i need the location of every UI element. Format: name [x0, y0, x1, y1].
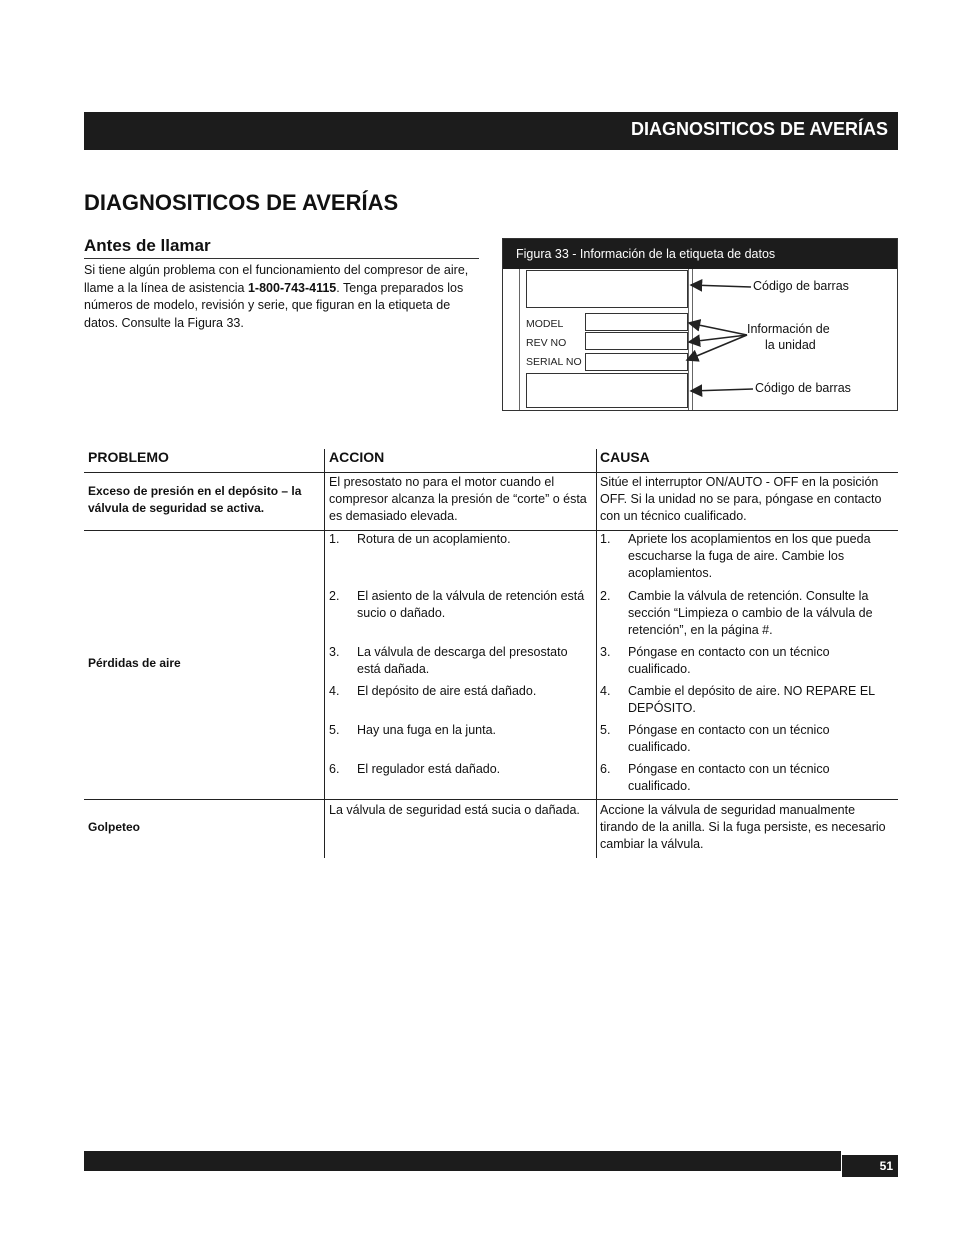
table-row-3-action: La válvula de seguridad está sucia o dañada.: [329, 803, 580, 817]
figure-33: [502, 238, 898, 411]
cause-item-4-text: Cambie el depósito de aire. NO REPARE EL DEPÓSITO.: [628, 684, 875, 715]
action-item-1-num: 1.: [329, 532, 340, 546]
field-label-serial: SERIAL NO: [526, 356, 582, 368]
support-phone: 1-800-743-4115: [247, 280, 337, 295]
arrow-info-model: [689, 323, 747, 335]
callout-barcode-top: Código de barras: [753, 279, 849, 293]
cause-item-3-num: 3.: [600, 645, 611, 659]
page-number-text: 51: [879, 1159, 893, 1173]
column-header-cause: CAUSA: [600, 449, 650, 465]
table-rule-header: [84, 472, 898, 473]
action-item-3-text: La válvula de descarga del presostato está dañada.: [357, 645, 568, 676]
section-rule: [84, 258, 479, 259]
cause-item-2-num: 2.: [600, 589, 611, 603]
action-item-2-text: El asiento de la válvula de retención está sucio o dañado.: [357, 589, 585, 620]
header-title: DIAGNOSITICOS DE AVERÍAS: [630, 119, 888, 139]
callout-barcode-bottom: Código de barras: [755, 381, 851, 395]
cause-item-6-text: Póngase en contacto con un técnico cualificado.: [628, 762, 830, 793]
action-item-2-num: 2.: [329, 589, 340, 603]
intro-text-start: Si tiene algún problema con el funcionamiento del compresor de aire, llame a la línea de asistencia: [84, 263, 469, 295]
page-title: DIAGNOSITICOS DE AVERÍAS: [84, 190, 399, 215]
cause-item-1-num: 1.: [600, 532, 611, 546]
callout-info-line1: Información de: [747, 322, 830, 336]
action-item-1-text: Rotura de un acoplamiento.: [357, 532, 511, 546]
table-row-1-action: El presostato no para el motor cuando el compresor alcanza la presión de “corte” o ésta es demasiado elevada.: [329, 475, 587, 523]
section-title: Antes de llamar: [84, 236, 211, 255]
cause-item-5-num: 5.: [600, 723, 611, 737]
action-item-5-num: 5.: [329, 723, 340, 737]
arrow-barcode-top: [691, 285, 751, 287]
table-rule-row2: [84, 799, 898, 800]
footer-bar: [84, 1151, 841, 1171]
field-label-rev: REV NO: [526, 337, 567, 349]
action-item-4-text: El depósito de aire está dañado.: [357, 684, 537, 698]
callout-info-line2: la unidad: [765, 338, 816, 352]
page-number: [842, 1155, 898, 1177]
action-item-3-num: 3.: [329, 645, 340, 659]
figure-caption-text: Figura 33 - Información de la etiqueta de datos: [516, 247, 776, 261]
field-label-model: MODEL: [526, 318, 564, 330]
action-item-5-text: Hay una fuga en la junta.: [357, 723, 496, 737]
table-row-1-problem: Exceso de presión en el depósito – la válvula de seguridad se activa.: [88, 484, 302, 515]
action-item-6-num: 6.: [329, 762, 340, 776]
cause-item-3-text: Póngase en contacto con un técnico cualificado.: [628, 645, 830, 676]
table-row-3-cause: Accione la válvula de seguridad manualmente tirando de la anilla. Si la fuga persiste, es necesario cambiar la válvula.: [600, 803, 886, 851]
table-col-divider-1: [324, 449, 325, 858]
action-item-4-num: 4.: [329, 684, 340, 698]
column-header-problem: PROBLEMO: [88, 449, 169, 465]
cause-item-5-text: Póngase en contacto con un técnico cualificado.: [628, 723, 830, 754]
table-row-2-problem: Pérdidas de aire: [88, 656, 181, 670]
intro-text-end: . Tenga preparados los números de modelo, revisión y serie, que figuran en la etiqueta de datos. Consulte la Figura 33.: [84, 280, 464, 330]
column-header-action: ACCION: [329, 449, 385, 465]
cause-item-4-num: 4.: [600, 684, 611, 698]
intro-paragraph: [84, 262, 484, 332]
table-row-1-cause: Sitúe el interruptor ON/AUTO - OFF en la posición OFF. Si la unidad no se para, póngase en contacto con un técnico cualificado.: [600, 475, 882, 523]
action-item-6-text: El regulador está dañado.: [357, 762, 501, 776]
cause-item-1-text: Apriete los acoplamientos en los que pueda escucharse la fuga de aire. Cambie los acoplamientos.: [628, 532, 871, 580]
cause-item-2-text: Cambie la válvula de retención. Consulte la sección “Limpieza o cambio de la válvula de retención”, en la página #.: [628, 589, 873, 637]
arrow-barcode-bottom: [691, 389, 753, 391]
cause-item-6-num: 6.: [600, 762, 611, 776]
table-row-3-problem: Golpeteo: [88, 820, 141, 834]
header-bar: [84, 112, 898, 150]
table-col-divider-2: [596, 449, 597, 858]
